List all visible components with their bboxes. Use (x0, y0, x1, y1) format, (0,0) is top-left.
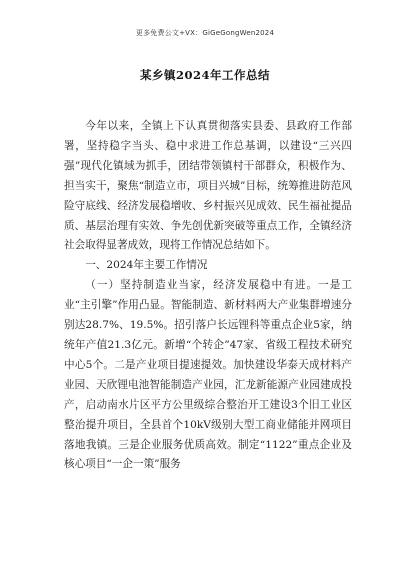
intro-paragraph: 今年以来，全镇上下认真贯彻落实县委、县政府工作部署，坚持稳字当头、稳中求进工作总基调，以建设“三兴四强”现代化镇域为抓手，团结带领镇村干部群众，积极作为、担当实干，聚焦“制造立市，项目兴城”目标，统筹推进防范风险守底线、经济发展稳增收、乡村振兴见成效、民生福祉提品质、基层治理有实效、争先创优新突破等重点工作，全镇经济社会取得显著成效，现将工作情况总结如下。 (64, 120, 352, 252)
section-paragraph: （一）坚持制造业当家，经济发展稳中有进。一是工业“主引擎”作用凸显。智能制造、新材料两大产业集群增速分别达28.7%、19.5%。招引落户长远锂科等重点企业5家，纳统年产值21.3亿元。新增“个转企”47家、省级工程技术研究中心5个。二是产业项目提速提效。加快建设华泰天成材料产业园、天欣锂电池智能制造产业园，汇龙新能源产业园建成投产，启动南水片区平方公里级综合整治开工建设3个旧工业区整治提升项目，全县首个10kV级别大型工商业储能并网项目落地我镇。三是企业服务优质高效。制定“1122”重点企业及核心项目“一企一策”服务 (64, 279, 352, 471)
section-heading: 一、2024年主要工作情况 (85, 259, 208, 272)
document-title: 某乡镇2024年工作总结 (139, 68, 270, 82)
document-body (64, 117, 352, 475)
header-watermark: 更多免费公文+VX：GiGeGongWen2024 (135, 29, 275, 37)
